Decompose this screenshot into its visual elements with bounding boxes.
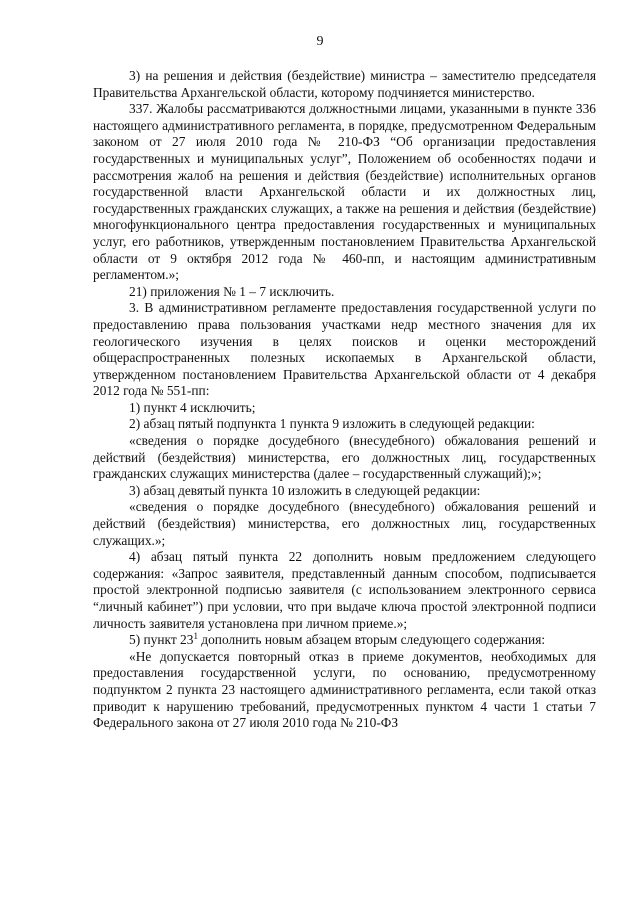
paragraph-337: 337. Жалобы рассматриваются должностными лицами, указанными в пункте 336 настоящего административного регламента, в порядке, предусмотренном Федеральным законом от 27 июля 2010 года № 210-ФЗ “Об организации предоставления государственных и муниципальных услуг”, Положением об особенностях подачи и рассмотрения жалоб на решения и действия (бездействие) исполнительных органов государственной власти Архангельской области и их должностных лиц, государственных гражданских служащих, а также на решения и действия (бездействие) многофункционального центра предоставления государственных и муниципальных услуг, его работников, утвержденным постановлением Правительства Архангельской области от 9 октября 2012 года № 460-пп, и настоящим административным регламентом.»; bbox=[93, 101, 596, 283]
paragraph-subitem-2: 2) абзац пятый подпункта 1 пункта 9 изложить в следующей редакции: bbox=[129, 416, 535, 432]
paragraph-quote-2: «сведения о порядке досудебного (внесудебного) обжалования решений и действий (бездействия) министерства, его должностных лиц, государственных служащих.»; bbox=[93, 499, 596, 548]
paragraph-subitem-3: 3) абзац девятый пункта 10 изложить в следующей редакции: bbox=[129, 482, 481, 498]
paragraph-section-3: 3. В административном регламенте предоставления государственной услуги по предоставлению права пользования участками недр местного значения для их геологического изучения в целях поисков и оценки месторождений общераспространенных полезных ископаемых в Архангельской области, утвержденном постановлением Правительства Архангельской области от 4 декабря 2012 года № 551-пп: bbox=[93, 300, 596, 399]
page-number: 9 bbox=[316, 34, 324, 49]
document-body bbox=[93, 68, 596, 732]
paragraph-item-3-minister: 3) на решения и действия (бездействие) министра – заместителю председателя Правительства Архангельской области, которому подчиняется министерство. bbox=[93, 68, 596, 100]
paragraph-subitem-5 bbox=[93, 632, 596, 649]
paragraph-subitem-4: 4) абзац пятый пункта 22 дополнить новым предложением следующего содержания: «Запрос заявителя, представленный данным способом, подписывается простой электронной подписью заявителя (с использованием электронного сервиса “личный кабинет”) при условии, что при выдаче ключа простой электронной подписи личность заявителя установлена при личном приеме.»; bbox=[93, 549, 596, 631]
paragraph-subitem-1: 1) пункт 4 исключить; bbox=[129, 399, 256, 415]
paragraph-item-21: 21) приложения № 1 – 7 исключить. bbox=[129, 283, 335, 299]
paragraph-quote-3: «Не допускается повторный отказ в приеме документов, необходимых для предоставления государственной услуги, по основанию, предусмотренному подпунктом 2 пункта 23 настоящего административного регламента, если такой отказ приводит к нарушению требований, предусмотренных пунктом 4 части 1 статьи 7 Федерального закона от 27 июля 2010 года № 210-ФЗ bbox=[93, 648, 596, 731]
paragraph-quote-1: «сведения о порядке досудебного (внесудебного) обжалования решений и действий (бездействия) министерства, его должностных лиц, государственных гражданских служащих министерства (далее – государственный служащий);»; bbox=[93, 433, 596, 482]
subitem-5-superscript: 1 bbox=[193, 631, 198, 642]
subitem-5-text-after: дополнить новым абзацем вторым следующего содержания: bbox=[197, 632, 546, 648]
subitem-5-text-before: 5) пункт 23 bbox=[129, 632, 194, 648]
